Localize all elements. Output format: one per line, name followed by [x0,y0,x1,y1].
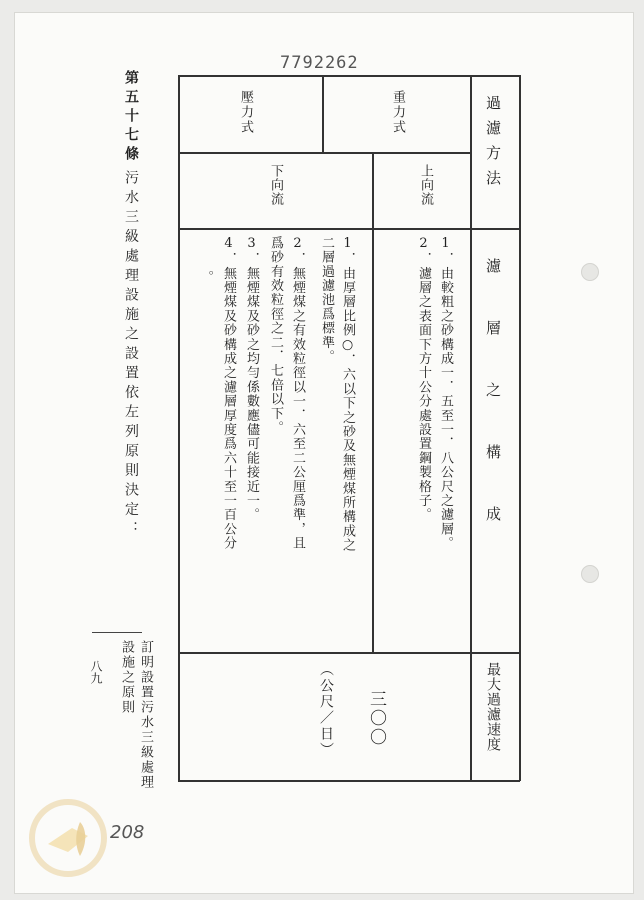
header-gravity: 重力式 [390,90,405,135]
downflow-line-1: 1．由厚層比例○．六以下之砂及無煙煤所構成之 [340,236,355,553]
upflow-item-1: 1．由較粗之砂構成一．五至一．八公尺之濾層。 [438,236,453,551]
binding-hole [581,565,599,583]
binding-hole [581,263,599,281]
document-number: 7792262 [280,53,359,73]
downflow-line-2: 二層過濾池爲標準。 [319,236,334,364]
article-title: 第五十七條 [123,70,139,165]
rate-value: 三〇〇 [366,690,386,747]
document-page [14,12,634,894]
downflow-line-3: 2．無煙煤之有效粒徑以一．六至二公厘爲準，且 [290,236,305,551]
header-upflow: 上向流 [418,164,433,206]
rate-unit: （公尺／日） [318,662,334,758]
header-media-composition: 濾層之構成 [484,258,502,568]
downflow-line-4: 爲砂有效粒徑之二．七倍以下。 [268,236,283,435]
upflow-item-2: 2．濾層之表面下方十公分處設置鋼製格子。 [416,236,431,522]
header-pressure: 壓力式 [238,90,253,135]
header-filter-method: 過濾方法 [484,95,502,195]
header-max-rate: 最大過濾速度 [485,662,501,752]
margin-note: 訂明設置污水三級處理設施之原則 [119,640,153,790]
handwritten-note: 208 [110,822,145,843]
header-downflow: 下向流 [268,164,283,206]
article-body: 污水三級處理設施之設置依左列原則決定： [123,170,139,541]
downflow-line-5: 3．無煙煤及砂之均勻係數應儘可能接近一。 [244,236,259,522]
archive-stamp-logo [28,798,113,882]
downflow-line-6: 4．無煙煤及砂構成之濾層厚度爲六十至一百公分 [221,236,236,551]
page-number: 八九 [89,660,103,684]
downflow-line-7: 。 [198,270,213,283]
